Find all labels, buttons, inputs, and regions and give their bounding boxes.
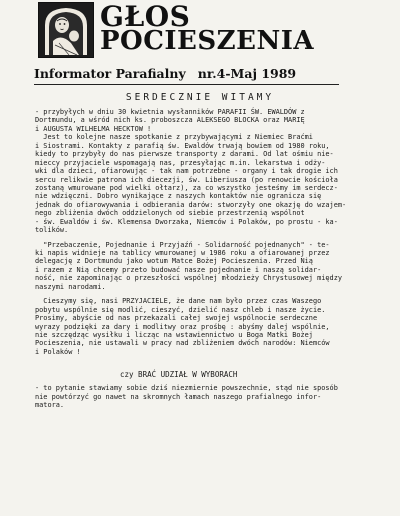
subhead-left: Informator Parafialny [34,66,186,81]
masthead [38,2,368,64]
header-rule [34,84,339,85]
text-line: - przybyłych w dniu 30 kwietnia wysłanników PARAFII ŚW. EWALDÓW z [35,108,305,116]
text-line: i Polaków ! [35,347,81,356]
text-line: ki napis widnieje na tablicy wmurowanej w 1986 roku a ofiarowanej przez [35,249,330,257]
text-line: nie szczędząc wysiłku i licząc na wstawiennictwo u Boga Matki Bożej [35,330,313,339]
section-heading-elections: czy BRAĆ UDZIAŁ W WYBORACH [120,370,238,380]
text-line: - to pytanie stawiamy sobie dziś niezmiernie powszechnie, stąd nie sposób [35,384,338,393]
text-line: nego zbliżenia dwóch oddzielonych od siebie przestrzenią wspólnot [35,209,305,218]
text-line: nie wdzięczni. Dobro wynikające z naszych kontaktów nie ogranicza się [35,192,322,201]
text-line: wki dla dzieci, ofiarowując - tak nam potrzebne - organy i tak drogie ich [35,167,338,176]
subhead-issue: nr.4-Maj 1989 [197,66,297,81]
text-line: tolików. [35,226,69,235]
text-line: matora. [35,401,65,410]
text-line: sercu relikwie patrona ich diecezji, św. Liberiusza (po renowcie kościoła [35,175,338,184]
text-line: zostaną wmurowane pod wielki ołtarz), za co wszystko jesteśmy im serdecz- [35,183,338,192]
text-line: ność, nie zapominając o przeszłości wspólnej młodzieży Chrystusowej między [35,274,342,283]
article-body [35,108,380,410]
madonna-icon [38,2,94,58]
text-line: Cieszymy się, nasi PRZYJACIELE, że dane nam było przez czas Waszego [35,297,322,306]
section-title: SERDECZNIE WITAMY [125,92,275,103]
text-line: jednak do ofiarowywania i odbierania darów: stworzyły one okazję do wzajem- [35,200,347,209]
text-line: Pocieszenia, nie ustawali w pracy nad zbliżeniem dwóch narodów: Niemców [35,339,330,348]
text-line: kiedy to przybyły do nas pierwsze transporty z darami. Od lat ośmiu nie- [35,150,334,159]
text-line: i Siostrami. Kontakty z parafią św. Ewaldów trwają bowiem od 1980 roku, [35,141,330,150]
text-line: i razem z Nią chcemy przeto budować nasze pojednanie i naszą solidar- [35,265,322,274]
text-line: - św. Ewaldów i św. Klemensa Dworzaka, Niemców i Polaków, po prostu - ka- [35,217,338,226]
text-line: mieccy przyjaciele wspomagają nas, przesyłając m.in. lekarstwa i odży- [35,158,326,167]
text-line: wyrazy podzięki za dary i modlitwy oraz prośbę : abyśmy dalej wspólnie, [35,322,330,331]
paragraph-2 [35,241,380,292]
text-line: Prosimy, abyście od nas przekazali całej swojej wspólnocie serdeczne [35,314,318,323]
paragraph-3 [35,297,380,356]
text-line: Jest to kolejne nasze spotkanie z przybywającymi z Niemiec Braćmi [35,133,313,142]
masthead-title-line1: GŁOS [100,0,191,33]
subhead [34,66,374,81]
text-line: pobytu wspólnie się modlić, cieszyć, dzielić nasz chleb i nasze życie. [35,305,326,314]
text-line: i AUGUSTA WILHELMA HECKTOW ! [35,124,152,133]
text-line: nie powtórzyć go nawet na skromnych łamach naszego prafialnego infor- [35,392,322,401]
paragraph-1 [35,108,380,235]
masthead-title-line2: POCIESZENIA [100,26,315,56]
text-line: naszymi narodami. [35,282,106,291]
text-line: "Przebaczenie, Pojednanie i Przyjaźń - Solidarność pojednanych" - te- [35,240,330,249]
text-line: delegację z Dortmundu jako wotum Matce Bożej Pocieszenia. Przed Nią [35,257,313,266]
text-line: Dortmundu, a wśród nich ks. proboszcza ALEKSEGO BLOCKA oraz MARIĘ [35,116,305,125]
paragraph-4 [35,384,380,409]
